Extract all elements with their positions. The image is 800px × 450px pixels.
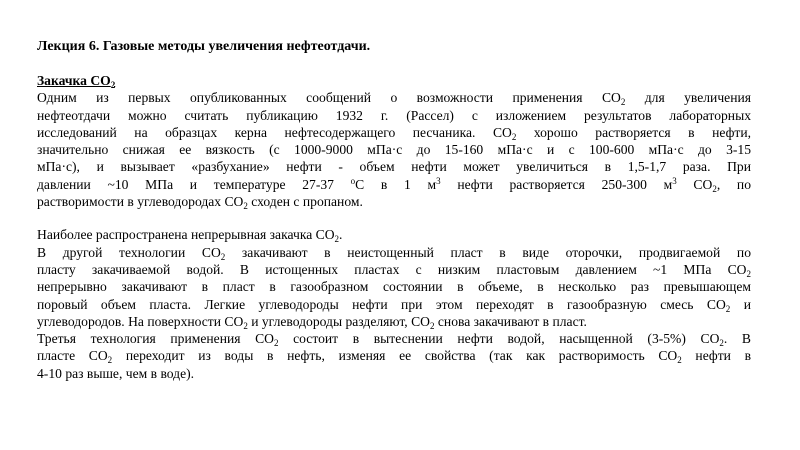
text-line: пласту закачиваемой водой. В истощенных пластах с низким пластовым давлением ~1 МПа $CO_2$ (37, 261, 751, 279)
text-line: В другой технологии $CO_2$ закачивают в неистощенный пласт в виде оторочки, продвигаемой по (37, 244, 751, 262)
spacer (37, 55, 751, 72)
paragraph-technologies (37, 226, 751, 382)
text-line: 4-10 раз выше, чем в воде). (37, 365, 195, 381)
paragraph-co2-properties (37, 89, 751, 210)
lecture-title: Лекция 6. Газовые методы увеличения нефтеотдачи. (37, 39, 371, 54)
text-line: Наиболее распространена непрерывная закачка $CO_2$. (37, 227, 343, 245)
text-line: пласте $CO_2$ переходит из воды в нефть, изменяя ее свойства (так как растворимость $CO_2$ нефти в (37, 348, 752, 366)
text-line: Третья технология применения $CO_2$ состоит в вытеснении нефти водой, насыщенной (3-5%) $CO_2$. В (37, 331, 751, 349)
spacer (37, 210, 751, 226)
text-line: Одним из первых опубликованных сообщений о возможности применения $CO_2$ для увеличения (37, 90, 751, 108)
text-line: значительно снижая ее вязкость (с 1000-9000 мПа·с до 15-160 мПа·с и с 100-600 мПа·с до 3-15 (37, 142, 751, 158)
text-line: нефтеотдачи можно считать публикацию 1932 г. (Рассел) с изложением результатов лабораторных (37, 107, 751, 123)
text-line: углеводородов. На поверхности $CO_2$ и углеводороды разделяют, $CO_2$ снова закачивают в пласт. (37, 313, 587, 331)
text-line: растворимости в углеводородах $CO_2$ сходен с пропаном. (37, 194, 363, 212)
section-heading: Закачка $CO_2$ (37, 73, 116, 90)
text-line: давлении ~10 МПа и температуре 27-37 $^о$С в 1 $м^3$ нефти растворяется 250-300 $м^3$ $CO_2$, по (37, 175, 751, 194)
text-line: поровый объем пласта. Легкие углеводороды нефти при этом переходят в газообразную смесь $CO_2$ и (37, 296, 751, 314)
text-line: мПа·с), и вызывает «разбухание» нефти - объем нефти может увеличиться в 1,5-1,7 раза. При (37, 159, 751, 175)
text-line: непрерывно закачивают в пласт в газообразном состоянии в объеме, в несколько раз превышающем (37, 279, 751, 295)
slide-content (37, 38, 751, 382)
text-line: исследований на образцах керна нефтесодержащего песчаника. $CO_2$ хорошо растворяется в нефти, (37, 124, 751, 142)
